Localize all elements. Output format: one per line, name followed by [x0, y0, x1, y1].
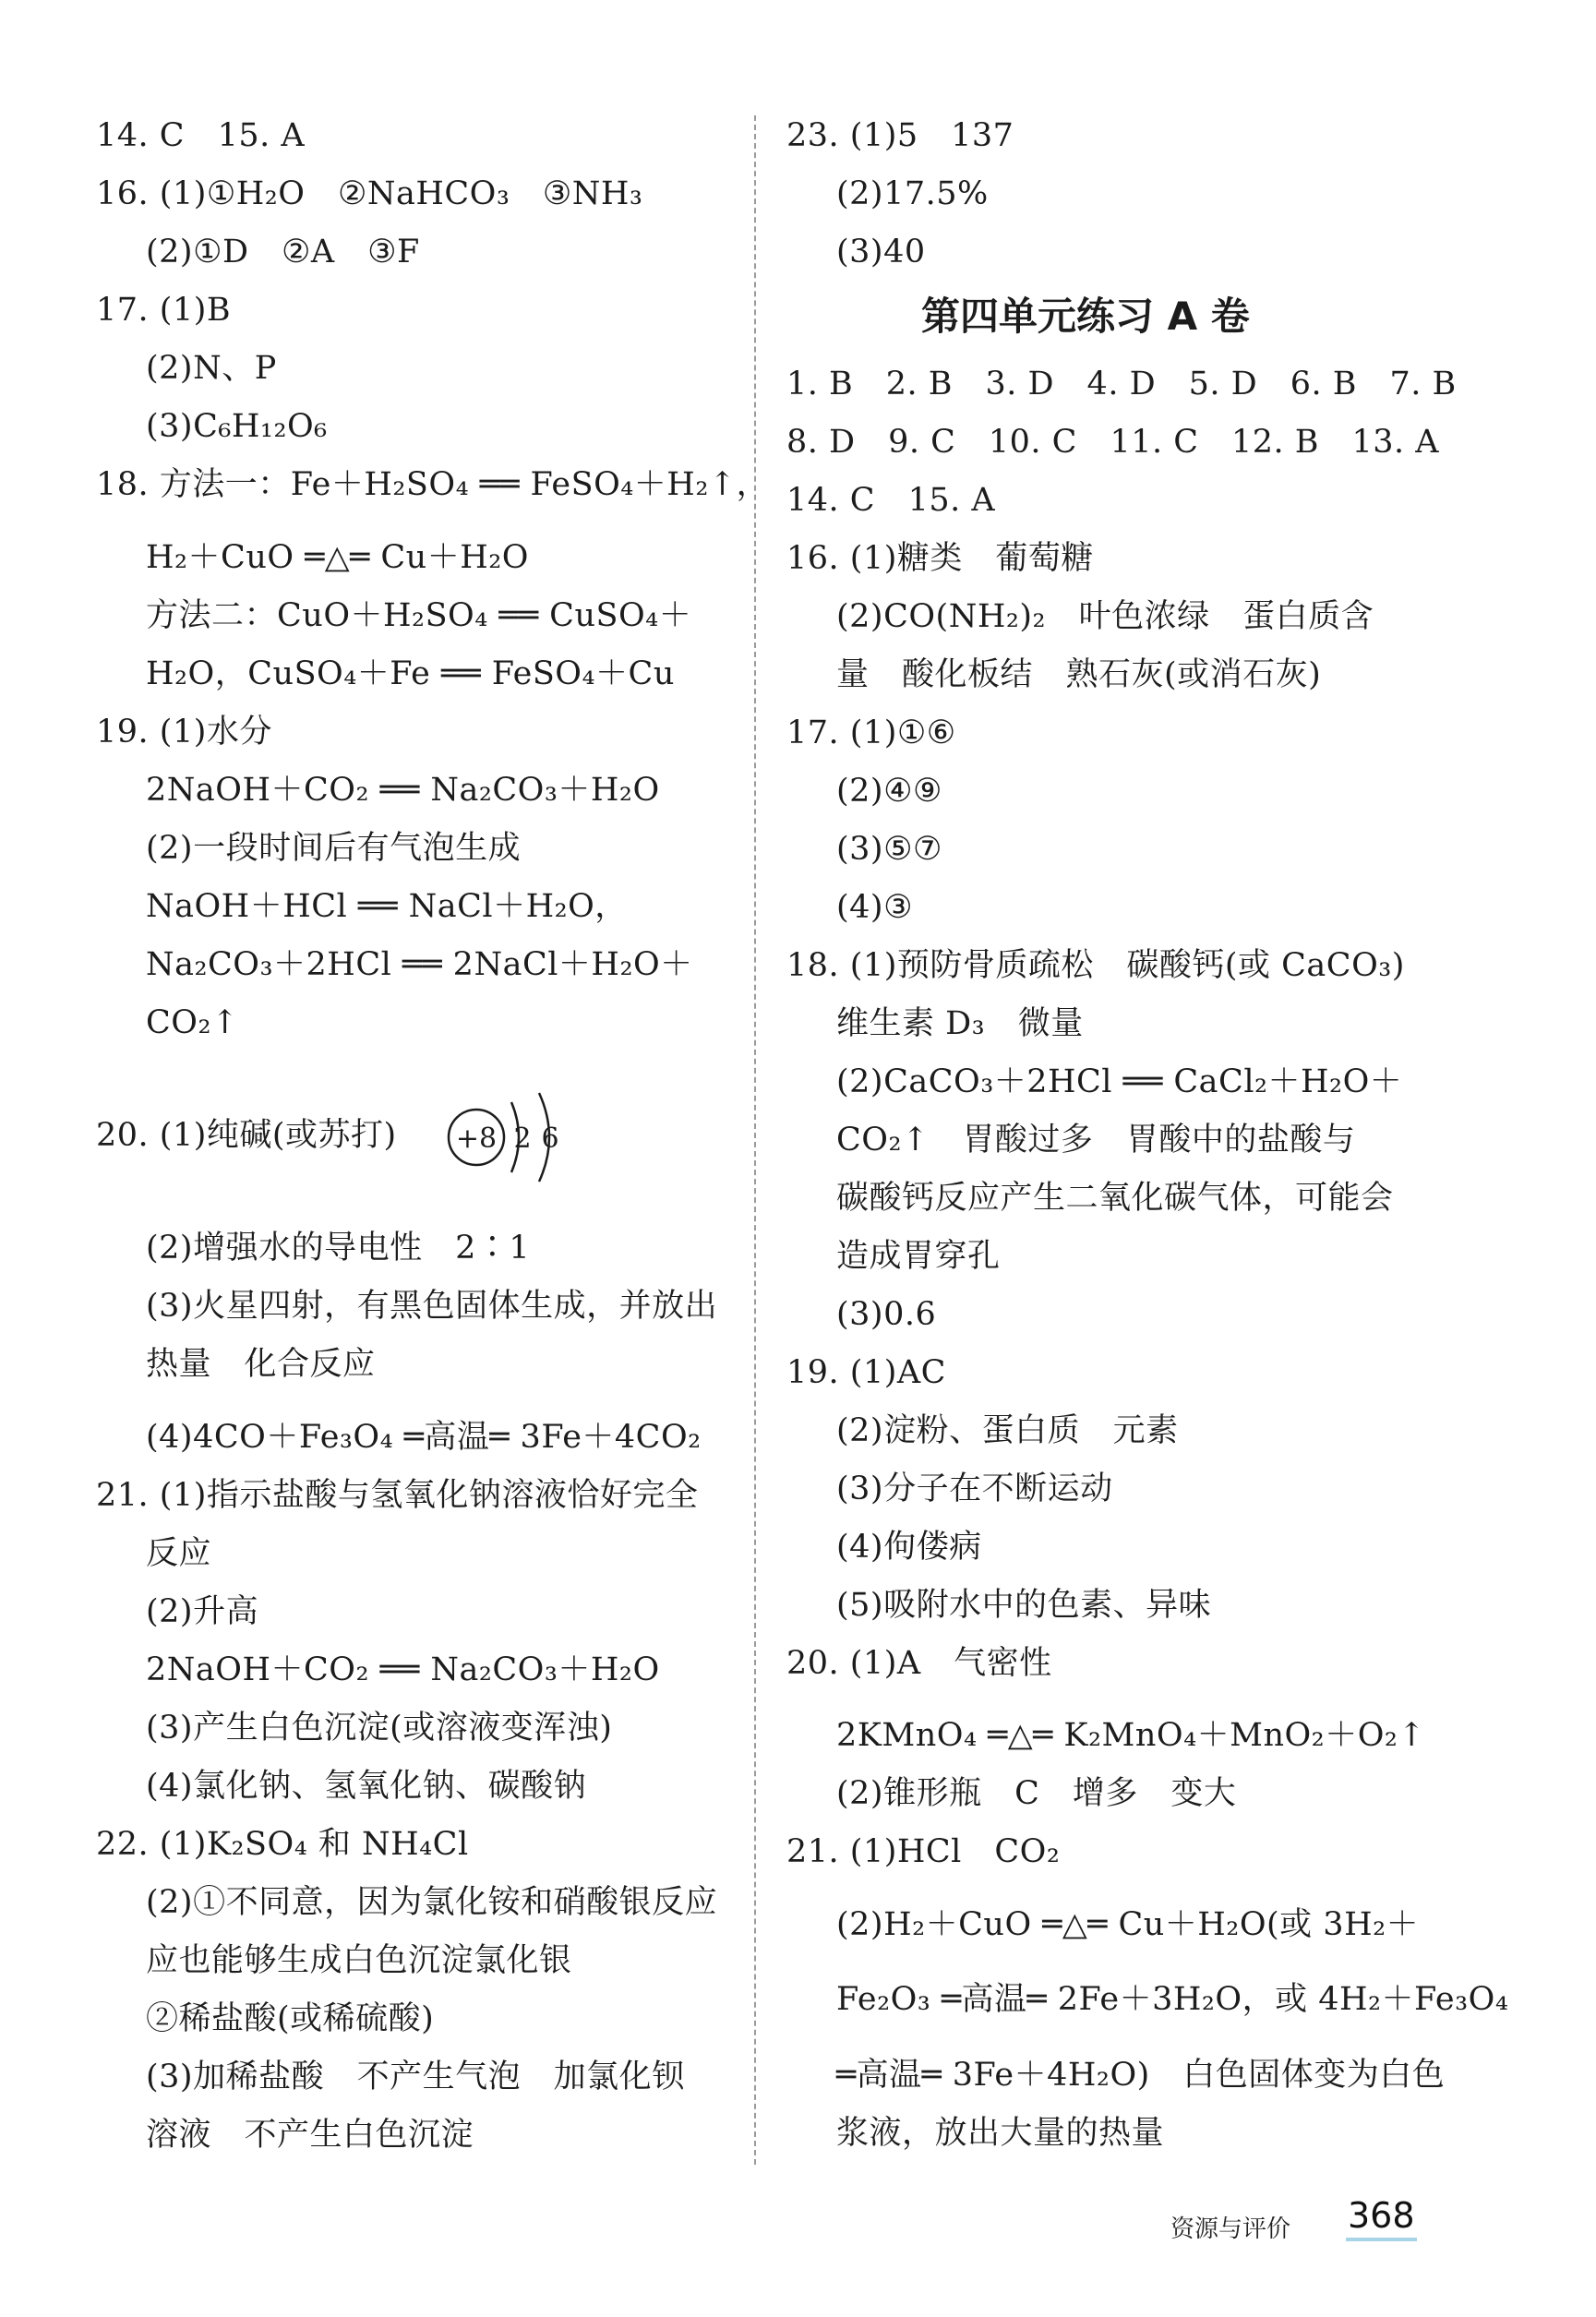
text-line: 应也能够生成白色沉淀氯化银: [146, 1942, 572, 1979]
text-line: 2NaOH＋CO₂ ══ Na₂CO₃＋H₂O: [146, 772, 660, 809]
text-line: 8. D 9. C 10. C 11. C 12. B 13. A: [786, 424, 1440, 461]
text-line: CO₂↑ 胃酸过多 胃酸中的盐酸与: [836, 1122, 1356, 1158]
text-line: (4)4CO＋Fe₃O₄ ═高温═ 3Fe＋4CO₂: [146, 1419, 702, 1456]
shell-2-electrons: 6: [541, 1122, 559, 1155]
text-line: 17. (1)①⑥: [786, 714, 956, 751]
text-line: (2)CaCO₃＋2HCl ══ CaCl₂＋H₂O＋: [836, 1063, 1403, 1100]
text-line: (2)淀粉、蛋白质 元素: [836, 1412, 1179, 1449]
text-line: (2)④⑨: [836, 773, 942, 810]
text-line: NaOH＋HCl ══ NaCl＋H₂O，: [146, 888, 628, 925]
text-line: 14. C 15. A: [786, 482, 996, 519]
text-line: 浆液，放出大量的热量: [836, 2115, 1165, 2152]
text-line: (3)分子在不断运动: [836, 1471, 1113, 1507]
text-line: Fe₂O₃ ═高温═ 2Fe＋3H₂O，或 4H₂＋Fe₃O₄: [836, 1981, 1509, 2018]
nucleus-charge: +8: [455, 1122, 498, 1155]
text-line: 19. (1)AC: [786, 1354, 946, 1391]
text-line: H₂＋CuO ═△═ Cu＋H₂O: [146, 539, 529, 576]
text-line: (2)升高: [146, 1593, 259, 1630]
text-line: (3)产生白色沉淀(或溶液变浑浊): [146, 1710, 613, 1747]
text-line: Na₂CO₃＋2HCl ══ 2NaCl＋H₂O＋: [146, 946, 693, 983]
text-line: (3)火星四射，有黑色固体生成，并放出: [146, 1288, 718, 1325]
text-line: 23. (1)5 137: [786, 117, 1014, 154]
text-line: 18. 方法一：Fe＋H₂SO₄ ══ FeSO₄＋H₂↑，: [96, 466, 770, 503]
text-line: (3)0.6: [836, 1296, 937, 1333]
text-line: 量 酸化板结 熟石灰(或消石灰): [836, 656, 1322, 693]
text-line: (3)⑤⑦: [836, 831, 942, 868]
text-line: 21. (1)指示盐酸与氢氧化钠溶液恰好完全: [96, 1477, 699, 1514]
text-line: 20. (1)纯碱(或苏打): [96, 1117, 397, 1154]
text-line: (2)17.5%: [836, 175, 989, 212]
text-line: (4)氯化钠、氢氧化钠、碳酸钠: [146, 1768, 587, 1805]
column-divider: [754, 115, 756, 2165]
text-line: 维生素 D₃ 微量: [836, 1005, 1084, 1042]
text-line: 22. (1)K₂SO₄ 和 NH₄Cl: [96, 1826, 469, 1863]
text-line: 14. C 15. A: [96, 117, 306, 154]
text-line: (2)H₂＋CuO ═△═ Cu＋H₂O(或 3H₂＋: [836, 1906, 1420, 1943]
text-line: (3)40: [836, 234, 926, 270]
text-line: 17. (1)B: [96, 292, 232, 329]
footer-book-title: 资源与评价: [1170, 2215, 1291, 2243]
text-line: (3)C₆H₁₂O₆: [146, 408, 328, 445]
text-line: (2)锥形瓶 C 增多 变大: [836, 1775, 1237, 1812]
text-line: 16. (1)①H₂O ②NaHCO₃ ③NH₃: [96, 175, 643, 212]
text-line: 碳酸钙反应产生二氧化碳气体，可能会: [836, 1180, 1394, 1217]
text-line: 20. (1)A 气密性: [786, 1645, 1052, 1682]
text-line: (3)加稀盐酸 不产生气泡 加氯化钡: [146, 2059, 685, 2095]
text-line: 19. (1)水分: [96, 714, 272, 750]
text-line: (2)CO(NH₂)₂ 叶色浓绿 蛋白质含: [836, 598, 1374, 635]
shell-1-electrons: 2: [513, 1122, 532, 1155]
text-line: (2)N、P: [146, 350, 277, 387]
text-line: 溶液 不产生白色沉淀: [146, 2117, 474, 2154]
text-line: ②稀盐酸(或稀硫酸): [146, 2000, 435, 2037]
text-line: (2)①D ②A ③F: [146, 234, 420, 270]
text-line: 反应: [146, 1535, 212, 1572]
text-line: 方法二：CuO＋H₂SO₄ ══ CuSO₄＋: [146, 597, 692, 634]
text-line: (2)①不同意，因为氯化铵和硝酸银反应: [146, 1884, 718, 1921]
text-line: 2KMnO₄ ═△═ K₂MnO₄＋MnO₂＋O₂↑: [836, 1717, 1426, 1754]
text-line: 热量 化合反应: [146, 1346, 376, 1383]
text-line: 16. (1)糖类 葡萄糖: [786, 540, 1094, 577]
text-line: 1. B 2. B 3. D 4. D 5. D 6. B 7. B: [786, 366, 1457, 402]
text-line: 2NaOH＋CO₂ ══ Na₂CO₃＋H₂O: [146, 1651, 660, 1688]
text-line: (2)增强水的导电性 2∶1: [146, 1230, 531, 1267]
text-line: (4)佝偻病: [836, 1529, 982, 1566]
text-line: (4)③: [836, 889, 913, 926]
section-title: 第四单元练习 A 卷: [921, 294, 1250, 339]
oxygen-atom-structure-diagram: [445, 1082, 630, 1193]
page-number: 368: [1346, 2195, 1417, 2241]
text-line: 造成胃穿孔: [836, 1238, 1001, 1275]
text-line: CO₂↑: [146, 1004, 239, 1041]
text-line: 18. (1)预防骨质疏松 碳酸钙(或 CaCO₃): [786, 947, 1405, 984]
text-line: 21. (1)HCl CO₂: [786, 1833, 1061, 1870]
text-line: (5)吸附水中的色素、异味: [836, 1587, 1212, 1624]
text-line: ═高温═ 3Fe＋4H₂O) 白色固体变为白色: [836, 2057, 1446, 2094]
text-line: H₂O，CuSO₄＋Fe ══ FeSO₄＋Cu: [146, 655, 675, 692]
text-line: (2)一段时间后有气泡生成: [146, 830, 522, 867]
